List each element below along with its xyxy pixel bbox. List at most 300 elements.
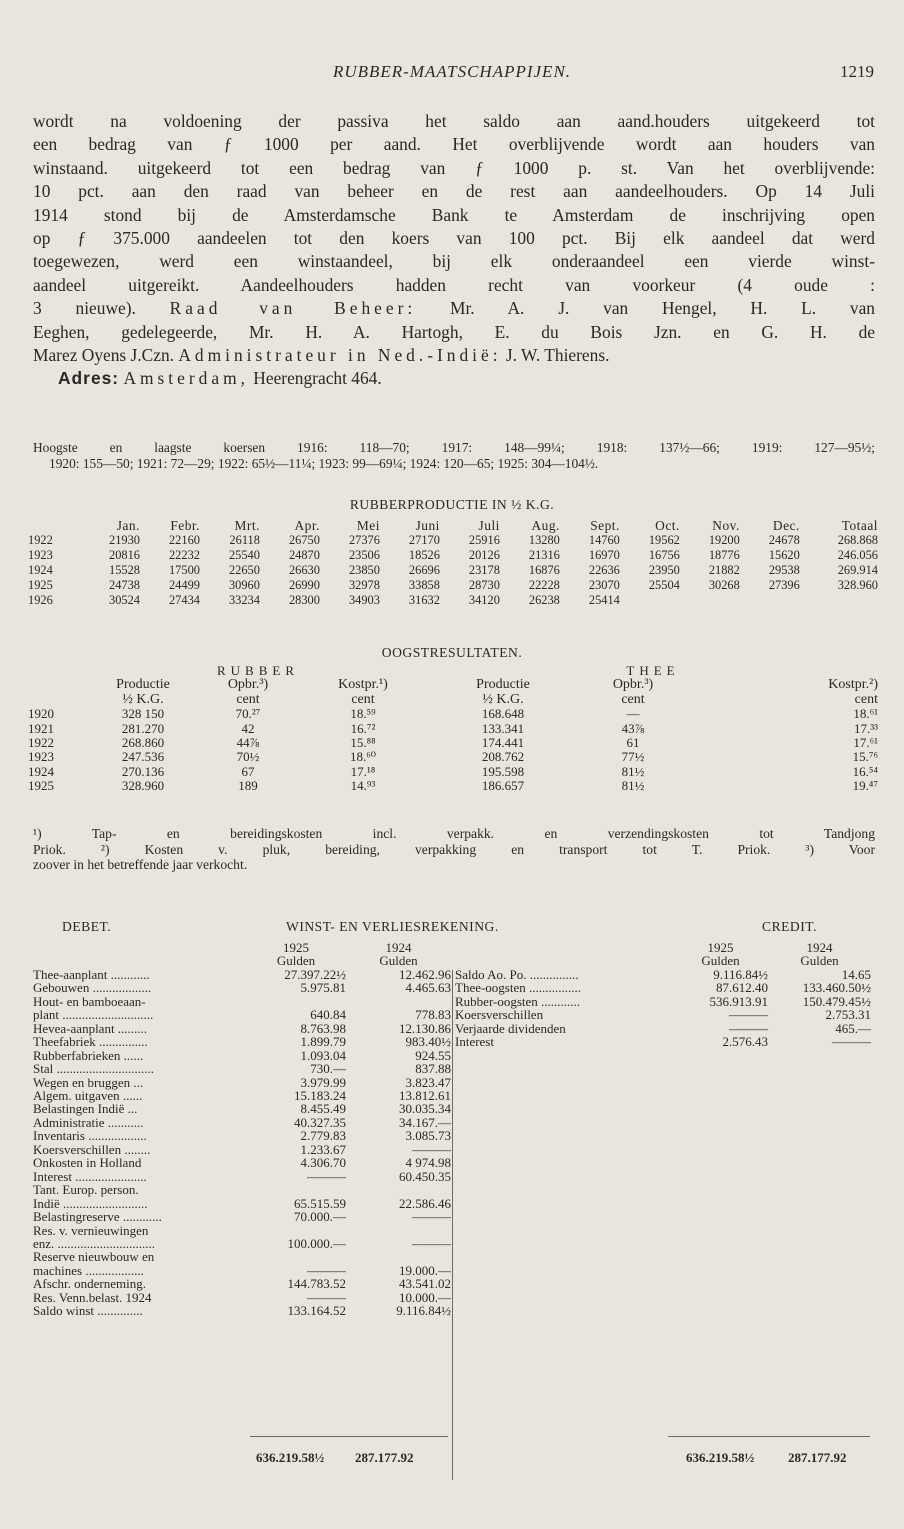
production-value: 21930	[109, 533, 140, 547]
credit-amount-1925: ———	[729, 1020, 768, 1036]
harvest-value: 81½	[621, 778, 645, 794]
harvest-value: 18.⁵⁹	[350, 706, 376, 722]
harvest-row	[28, 765, 878, 779]
debet-amount-1924	[346, 995, 451, 1008]
debet-amount-1924: 924.55	[415, 1047, 451, 1063]
debet-amount-1924: 3.823.47	[405, 1074, 451, 1090]
month-header: Aug.	[531, 518, 560, 533]
production-value: 15528	[109, 563, 140, 577]
production-row	[28, 533, 878, 548]
debet-row	[33, 1076, 451, 1089]
currency-heading: Gulden	[379, 953, 418, 969]
debet-amount-1925: 1.899.79	[300, 1034, 346, 1050]
production-value: 21882	[708, 563, 740, 577]
harvest-value: 70.²⁷	[235, 706, 261, 722]
debet-amount-1924	[346, 1183, 451, 1196]
address-label: Adres:	[58, 368, 120, 389]
harvest-value: 281.270	[121, 720, 165, 736]
body-line: op ƒ 375.000 aandeelen tot den koers van 100 pct. Bij elk aandeel dat werd	[33, 228, 875, 249]
year-heading: 1924	[806, 940, 833, 955]
debet-item-label: Hout- en bamboeaan-	[33, 993, 146, 1009]
production-value: 33234	[228, 593, 260, 607]
harvest-value: 270.136	[121, 763, 165, 779]
debet-row	[33, 1143, 451, 1156]
harvest-value: 186.657	[481, 778, 525, 794]
group-rubber: RUBBER	[216, 663, 299, 678]
production-value	[740, 593, 800, 608]
debet-row	[33, 1035, 451, 1048]
credit-item-label: Thee-oogsten ................	[455, 980, 582, 996]
production-value	[800, 593, 878, 608]
debet-item-label: plant ............................	[33, 1007, 154, 1023]
footnote-line: zoover in het betreffende jaar verkocht.	[33, 857, 248, 872]
debet-amount-1925: 15.183.24	[294, 1087, 346, 1103]
harvest-value: 17.⁶¹	[853, 735, 878, 751]
harvest-row	[28, 736, 878, 750]
debet-row	[33, 981, 451, 994]
body-line: aandeel uitgereikt. Aandeelhouders hadden recht van voorkeur (4 oude :	[33, 274, 875, 295]
credit-amount-1924: ———	[832, 1034, 871, 1050]
price-line: Hoogste en laagste koersen 1916: 118—70; 1917: 148—99¼; 1918: 137½—66; 1919: 127—95½;	[33, 440, 875, 455]
body-line: wordt na voldoening der passiva het saldo aan aand.houders uitgekeerd tot	[33, 111, 875, 131]
production-value: 22160	[168, 533, 200, 547]
ledger-divider	[452, 970, 453, 1480]
debet-amount-1924: 34.167.—	[399, 1114, 451, 1130]
debet-amount-1925	[246, 1224, 346, 1237]
credit-row	[455, 995, 871, 1008]
harvest-value: 18.⁶¹	[853, 706, 878, 722]
running-title: RUBBER-MAATSCHAPPIJEN.	[332, 62, 572, 81]
currency-heading: Gulden	[701, 953, 740, 969]
debet-amount-1924: 9.116.84½	[396, 1303, 451, 1319]
harvest-value: 42	[241, 720, 255, 736]
harvest-value: 18.⁶⁰	[350, 749, 376, 765]
credit-row	[455, 981, 871, 994]
production-row	[28, 578, 878, 593]
credit-amount-1924: 465.—	[835, 1020, 871, 1036]
debet-amount-1924: ———	[412, 1235, 451, 1251]
debet-amount-1925: 8.763.98	[300, 1020, 346, 1036]
production-value: 24870	[288, 548, 320, 562]
debet-amount-1924	[346, 1224, 451, 1237]
production-table	[28, 518, 878, 608]
debet-amount-1924: 4 974.98	[405, 1155, 451, 1171]
debet-row	[33, 968, 451, 981]
debet-amount-1924: 22.586.46	[399, 1195, 451, 1211]
debet-amount-1925: 65.515.59	[294, 1195, 346, 1211]
year-heading: 1925	[707, 940, 734, 955]
credit-total-rule	[668, 1436, 870, 1437]
currency-heading: Gulden	[276, 953, 316, 969]
ledger-title: WINST- EN VERLIESREKENING.	[286, 919, 499, 934]
production-value: 27170	[408, 533, 440, 547]
debet-item-label: Inventaris ..................	[33, 1128, 147, 1144]
harvest-value: 268.860	[121, 735, 165, 751]
credit-item-label: Koersverschillen	[455, 1007, 544, 1023]
production-value: 24499	[168, 578, 200, 592]
debet-amount-1925	[246, 1250, 346, 1263]
harvest-value: 174.441	[481, 735, 525, 751]
harvest-value: 17.¹⁸	[350, 763, 376, 779]
column-label: Opbr.³)	[227, 677, 269, 693]
debet-amount-1925: ———	[307, 1289, 346, 1305]
credit-amount-1925: 9.116.84½	[713, 966, 768, 982]
production-value	[620, 593, 680, 608]
debet-row	[33, 1183, 451, 1196]
debet-amount-1925: 1.093.04	[300, 1047, 346, 1063]
row-year: 1920	[28, 706, 54, 722]
production-value: 23070	[588, 578, 620, 592]
debet-amount-1924: 43.541.02	[399, 1276, 451, 1292]
body-line: Eeghen, gedelegeerde, Mr. H. A. Hartogh, E. du Bois Jzn. en G. H. de	[33, 321, 875, 342]
debet-row	[33, 1062, 451, 1075]
month-header: Dec.	[772, 518, 800, 533]
debet-amount-1925: 70.000.—	[294, 1209, 346, 1225]
body-text	[33, 110, 875, 391]
month-header: Nov.	[712, 518, 740, 533]
production-value: 34903	[348, 593, 380, 607]
debet-total-1924: 287.177.92	[355, 1450, 414, 1465]
production-value: 16756	[648, 548, 680, 562]
unit-label: ½ K.G.	[482, 691, 524, 707]
credit-year-row	[455, 941, 871, 954]
debet-row	[33, 1116, 451, 1129]
production-value: 33858	[408, 578, 440, 592]
harvest-value: 77½	[621, 749, 645, 765]
credit-row	[455, 1008, 871, 1021]
body-line	[33, 344, 875, 367]
column-label: Productie	[116, 677, 170, 693]
production-value: 27376	[348, 533, 380, 547]
ledger-heading	[0, 919, 904, 937]
debet-amount-1924: 19.000.—	[399, 1262, 451, 1278]
debet-amount-1924: 10.000.—	[399, 1289, 451, 1305]
credit-amount-1925: ———	[729, 1007, 768, 1023]
unit-label: cent	[236, 691, 260, 707]
debet-row	[33, 995, 451, 1008]
year-heading: 1924	[385, 940, 412, 955]
harvest-value: 16.⁵⁴	[852, 763, 878, 779]
debet-item-label: Theefabriek ...............	[33, 1034, 148, 1050]
debet-amount-1924: 12.130.86	[399, 1020, 451, 1036]
debet-amount-1924: ———	[412, 1209, 451, 1225]
debet-row	[33, 1156, 451, 1169]
debet-row	[33, 1089, 451, 1102]
production-value: 25414	[588, 593, 620, 607]
currency-heading: Gulden	[800, 953, 839, 969]
body-line-end: Mr. A. J. van Hengel, H. L. van	[416, 298, 875, 319]
debet-row	[33, 1008, 451, 1021]
running-header	[0, 62, 904, 86]
harvest-value: 15.⁷⁶	[852, 749, 878, 765]
row-year: 1926	[28, 593, 53, 607]
body-line: een bedrag van ƒ 1000 per aand. Het overblijvende wordt aan houders van	[33, 134, 875, 155]
harvest-value: 133.341	[481, 720, 525, 736]
production-value: 13280	[528, 533, 560, 547]
debet-amount-1924: 3.085.73	[405, 1128, 451, 1144]
debet-row	[33, 1049, 451, 1062]
unit-label: ½ K.G.	[122, 691, 164, 707]
harvest-value: 81½	[621, 763, 645, 779]
debet-row	[33, 1102, 451, 1115]
debet-item-label: Hevea-aanplant .........	[33, 1020, 148, 1036]
production-value	[680, 593, 740, 608]
harvest-value: 19.⁴⁷	[852, 778, 878, 794]
row-year: 1923	[28, 548, 53, 562]
debet-amount-1924: 13.812.61	[399, 1087, 451, 1103]
production-value: 16970	[588, 548, 620, 562]
debet-item-label: Saldo winst ..............	[33, 1303, 143, 1319]
debet-item-label: Rubberfabrieken ......	[33, 1047, 144, 1063]
production-value: 14760	[588, 533, 620, 547]
debet-row	[33, 1277, 451, 1290]
production-row	[28, 548, 878, 563]
debet-amount-1925: 100.000.—	[287, 1235, 346, 1251]
debet-amount-1925: ———	[307, 1262, 346, 1278]
production-value: 269.914	[837, 563, 878, 577]
footnote-line: ¹) Tap- en bereidingskosten incl. verpakk. en verzendingskosten tot Tandjong	[33, 826, 875, 841]
month-header: Febr.	[170, 518, 200, 533]
harvest-unit-row	[28, 693, 878, 707]
production-value: 23178	[468, 563, 500, 577]
production-value: 26696	[408, 563, 440, 577]
production-value: 22636	[588, 563, 620, 577]
credit-item-label: Saldo Ao. Po. ...............	[455, 966, 579, 982]
debet-amount-1925: 4.306.70	[300, 1155, 346, 1171]
row-year: 1921	[28, 720, 54, 736]
harvest-row	[28, 779, 878, 793]
debet-row	[33, 1197, 451, 1210]
debet-amount-1925: 40.327.35	[294, 1114, 346, 1130]
debet-row	[33, 1210, 451, 1223]
address-street: Heerengracht 464.	[248, 368, 382, 389]
harvest-row	[28, 722, 878, 736]
production-value: 15620	[768, 548, 800, 562]
credit-amount-1924: 2.753.31	[825, 1007, 871, 1023]
production-value: 26118	[229, 533, 260, 547]
harvest-value: 15.⁸⁸	[350, 735, 376, 751]
row-year: 1925	[28, 578, 53, 592]
debet-row	[33, 1129, 451, 1142]
production-value: 16876	[528, 563, 560, 577]
debet-total-1925: 636.219.58½	[256, 1450, 325, 1465]
harvest-rows	[28, 707, 878, 793]
production-value: 30524	[109, 593, 140, 607]
debet-row	[33, 1237, 451, 1250]
debet-amount-1924: 60.450.35	[399, 1168, 451, 1184]
group-thee: THEE	[626, 663, 680, 678]
credit-row	[455, 968, 871, 981]
month-header: Mei	[356, 518, 380, 533]
debet-rows	[33, 968, 451, 1318]
production-value: 25916	[468, 533, 500, 547]
debet-year-row	[33, 941, 451, 954]
credit-currency-row	[455, 954, 871, 967]
debet-amount-1924	[346, 1250, 451, 1263]
debet-row	[33, 1264, 451, 1277]
harvest-value: 61	[626, 735, 640, 751]
debet-row	[33, 1291, 451, 1304]
debet-item-label: Indië ..........................	[33, 1195, 148, 1211]
harvest-value: 16.⁷²	[350, 720, 376, 736]
month-header: Sept.	[590, 518, 620, 533]
credit-total-1924: 287.177.92	[788, 1450, 847, 1465]
total-header: Totaal	[841, 518, 878, 533]
debet-item-label: Reserve nieuwbouw en	[33, 1249, 155, 1265]
harvest-table	[28, 664, 878, 794]
production-value: 26990	[288, 578, 320, 592]
harvest-value: 17.³³	[853, 720, 878, 736]
body-line: winstaand. uitgekeerd tot een bedrag van ƒ 1000 p. st. Van het overblijvende:	[33, 157, 875, 178]
debet-amount-1925: 144.783.52	[287, 1276, 346, 1292]
debet-item-label: Wegen en bruggen ...	[33, 1074, 144, 1090]
harvest-value: 247.536	[121, 749, 165, 765]
price-line: 1920: 155—50; 1921: 72—29; 1922: 65½—11¼; 1923: 99—69¼; 1924: 120—65; 1925: 304—104½.	[49, 456, 599, 471]
row-year: 1924	[28, 563, 53, 577]
column-label: Opbr.³)	[612, 677, 654, 693]
debet-row	[33, 1224, 451, 1237]
unit-label: cent	[351, 691, 375, 707]
month-header: Juni	[415, 518, 440, 533]
production-value: 25540	[228, 548, 260, 562]
debet-item-label: Gebouwen ..................	[33, 980, 152, 996]
body-line: 10 pct. aan den raad van beheer en de rest aan aandeelhouders. Op 14 Juli	[33, 181, 875, 202]
production-row	[28, 563, 878, 578]
harvest-value: 67	[241, 763, 255, 779]
harvest-value: 189	[238, 778, 258, 794]
production-value: 27434	[168, 593, 200, 607]
harvest-value: 195.598	[481, 763, 525, 779]
production-value: 19200	[708, 533, 740, 547]
debet-amount-1925	[246, 995, 346, 1008]
harvest-value: 168.648	[481, 706, 525, 722]
production-value: 26750	[288, 533, 320, 547]
price-history	[33, 440, 875, 472]
debet-amount-1925: 640.84	[310, 1007, 346, 1023]
production-value: 20126	[468, 548, 500, 562]
debet-item-label: Res. v. vernieuwingen	[33, 1222, 149, 1238]
production-value: 23850	[348, 563, 380, 577]
debet-total-rule	[250, 1436, 448, 1437]
harvest-value: 328 150	[121, 706, 165, 722]
debet-amount-1924: 12.462.96	[399, 966, 451, 982]
administrator-heading: Administrateur in Ned.-Indië:	[178, 345, 502, 366]
credit-amount-1924: 14.65	[841, 966, 871, 982]
production-value: 20816	[109, 548, 140, 562]
debet-item-label: enz. ..............................	[33, 1235, 156, 1251]
month-header: Mrt.	[234, 518, 260, 533]
harvest-value: 208.762	[481, 749, 525, 765]
debet-table	[33, 941, 451, 1318]
debet-label: DEBET.	[62, 919, 112, 934]
year-column-header	[28, 518, 80, 533]
debet-amount-1924: ———	[412, 1141, 451, 1157]
unit-label: cent	[621, 691, 645, 707]
debet-amount-1924: 778.83	[415, 1007, 451, 1023]
production-value: 23506	[348, 548, 380, 562]
month-header: Apr.	[294, 518, 320, 533]
page-number: 1219	[840, 62, 874, 81]
debet-amount-1924: 30.035.34	[399, 1101, 451, 1117]
debet-amount-1925: 1.233.67	[300, 1141, 346, 1157]
production-value: 26238	[528, 593, 560, 607]
body-line-end: J. W. Thierens.	[501, 345, 610, 366]
row-year: 1924	[28, 763, 54, 779]
footnotes	[33, 826, 875, 873]
production-value: 19562	[648, 533, 680, 547]
debet-amount-1925: 5.975.81	[300, 980, 346, 996]
production-value: 18526	[408, 548, 440, 562]
harvest-row	[28, 750, 878, 764]
production-value: 22232	[168, 548, 200, 562]
address-city: Amsterdam,	[123, 368, 249, 389]
credit-total-1925: 636.219.58½	[686, 1450, 755, 1465]
row-year: 1923	[28, 749, 54, 765]
production-header-row	[28, 518, 878, 533]
row-year: 1925	[28, 778, 54, 794]
debet-amount-1924: 983.40½	[405, 1034, 451, 1050]
production-value: 24678	[768, 533, 800, 547]
debet-amount-1925: 2.779.83	[300, 1128, 346, 1144]
body-line-start: 3 nieuwe).	[33, 298, 170, 319]
credit-amount-1924: 150.479.45½	[802, 993, 871, 1009]
debet-amount-1925: 27.397.22½	[284, 966, 346, 982]
credit-label: CREDIT.	[762, 919, 817, 934]
board-heading: Raad van Beheer:	[169, 298, 417, 319]
debet-row	[33, 1250, 451, 1263]
production-value: 27396	[768, 578, 800, 592]
production-value: 21316	[528, 548, 560, 562]
production-value: 30268	[708, 578, 740, 592]
harvest-value: 43⅞	[621, 720, 645, 736]
production-value: 23950	[648, 563, 680, 577]
debet-row	[33, 1304, 451, 1317]
credit-item-label: Verjaarde dividenden	[455, 1020, 566, 1036]
production-value: 32978	[348, 578, 380, 592]
credit-amount-1925: 87.612.40	[716, 980, 768, 996]
debet-item-label: Administratie ...........	[33, 1114, 144, 1130]
production-value: 30960	[228, 578, 260, 592]
harvest-row	[28, 707, 878, 721]
production-value: 246.056	[837, 548, 878, 562]
production-value: 18776	[708, 548, 740, 562]
month-header: Oct.	[655, 518, 680, 533]
harvest-label-row	[28, 678, 878, 692]
debet-amount-1924: 837.88	[415, 1061, 451, 1077]
production-value: 22228	[528, 578, 560, 592]
harvest-value: 14.⁹³	[350, 778, 376, 794]
debet-item-label: Tant. Europ. person.	[33, 1182, 139, 1198]
body-line	[33, 297, 875, 320]
body-line-start: Marez Oyens J.Czn.	[33, 345, 179, 366]
address-line	[33, 367, 875, 390]
year-heading: 1925	[283, 940, 309, 955]
credit-row	[455, 1022, 871, 1035]
body-line: 1914 stond bij de Amsterdamsche Bank te Amsterdam de inschrijving open	[33, 204, 875, 225]
production-value: 31632	[408, 593, 440, 607]
credit-row	[455, 1035, 871, 1048]
debet-item-label: Res. Venn.belast. 1924	[33, 1289, 152, 1305]
harvest-caption: OOGSTRESULTATEN.	[381, 645, 523, 660]
debet-row	[33, 1170, 451, 1183]
unit-label: cent	[854, 691, 878, 707]
credit-amount-1925: 2.576.43	[722, 1034, 768, 1050]
credit-amount-1925: 536.913.91	[709, 993, 768, 1009]
column-label: Kostpr.²)	[828, 677, 878, 693]
production-value: 328.960	[837, 578, 878, 592]
production-value: 17500	[168, 563, 200, 577]
column-label: Kostpr.¹)	[338, 677, 388, 693]
